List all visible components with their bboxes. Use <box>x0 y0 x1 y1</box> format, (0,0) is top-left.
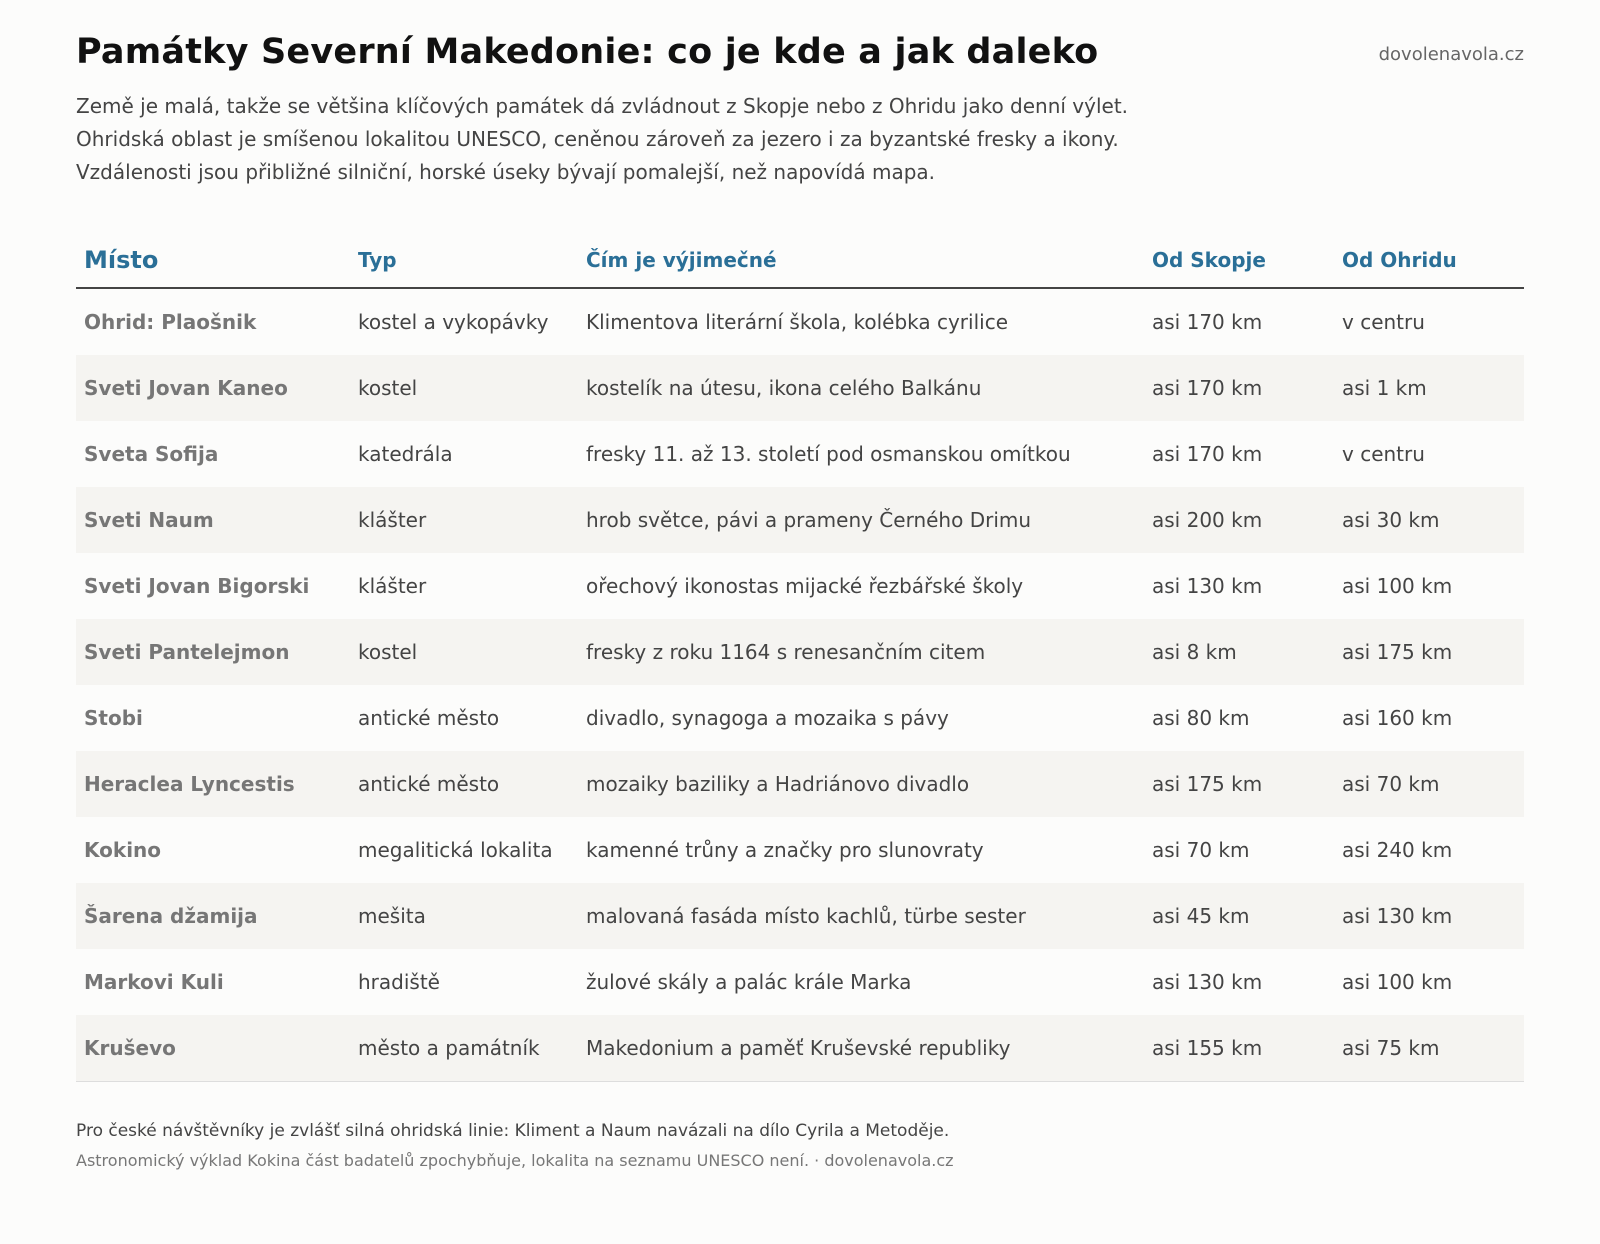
intro-line: Země je malá, takže se většina klíčových památek dá zvládnout z Skopje nebo z Ohridu jako denní výlet. <box>76 94 1129 118</box>
cell-type: město a památník <box>350 1015 578 1082</box>
cell-from-skopje: asi 130 km <box>1152 970 1263 994</box>
cell-highlight: Klimentova literární škola, kolébka cyrilice <box>586 310 1009 334</box>
cell-highlight: malovaná fasáda místo kachlů, türbe sester <box>578 883 1144 949</box>
footer-source-note: Astronomický výklad Kokina část badatelů zpochybňuje, lokalita na seznamu UNESCO není. · dovolenavola.cz <box>76 1151 954 1170</box>
cell-type: megalitická lokalita <box>358 838 553 862</box>
cell-type: antické město <box>350 751 578 817</box>
cell-from-ohrid: v centru <box>1342 310 1425 334</box>
table-row <box>76 421 1524 487</box>
cell-from-skopje: asi 170 km <box>1144 355 1334 421</box>
table-row <box>76 883 1524 949</box>
cell-from-skopje: asi 170 km <box>1152 310 1263 334</box>
cell-from-ohrid: v centru <box>1342 442 1425 466</box>
cell-place: Ohrid: Plaošnik <box>84 310 257 334</box>
table-row <box>76 949 1524 1015</box>
cell-from-skopje: asi 200 km <box>1144 487 1334 553</box>
cell-place: Kokino <box>84 838 162 862</box>
cell-type: katedrála <box>358 442 453 466</box>
cell-type: kostel a vykopávky <box>358 310 549 334</box>
cell-highlight: fresky z roku 1164 s renesančním citem <box>578 619 1144 685</box>
cell-from-skopje: asi 70 km <box>1152 838 1250 862</box>
cell-place: Stobi <box>84 706 143 730</box>
cell-highlight: mozaiky baziliky a Hadriánovo divadlo <box>578 751 1144 817</box>
cell-place: Šarena džamija <box>76 883 350 949</box>
cell-highlight: ořechový ikonostas mijacké řezbářské školy <box>586 574 1024 598</box>
cell-place: Sveta Sofija <box>84 442 219 466</box>
table-row <box>76 1015 1524 1082</box>
column-header-highlight: Čím je výjimečné <box>578 233 1144 288</box>
column-header-place: Místo <box>76 233 350 288</box>
table-row <box>76 487 1524 553</box>
table-row <box>76 355 1524 421</box>
cell-highlight: fresky 11. až 13. století pod osmanskou omítkou <box>586 442 1071 466</box>
table-row <box>76 553 1524 619</box>
intro-line: Ohridská oblast je smíšenou lokalitou UNESCO, ceněnou zároveň za jezero i za byzantské fresky a ikony. <box>76 127 1119 151</box>
cell-place: Heraclea Lyncestis <box>76 751 350 817</box>
cell-type: klášter <box>350 487 578 553</box>
site-name: dovolenavola.cz <box>1378 44 1524 65</box>
cell-place: Sveti Jovan Bigorski <box>84 574 310 598</box>
column-header-from-ohrid: Od Ohridu <box>1334 233 1524 288</box>
cell-type: klášter <box>358 574 427 598</box>
cell-highlight: divadlo, synagoga a mozaika s pávy <box>586 706 949 730</box>
cell-from-ohrid: asi 240 km <box>1342 838 1453 862</box>
header <box>76 0 1524 189</box>
cell-from-skopje: asi 155 km <box>1144 1015 1334 1082</box>
intro-line: Vzdálenosti jsou přibližné silniční, horské úseky bývají pomalejší, než napovídá mapa. <box>76 160 936 184</box>
cell-from-ohrid: asi 1 km <box>1334 355 1524 421</box>
table-row <box>76 288 1524 355</box>
cell-highlight: Makedonium a paměť Kruševské republiky <box>578 1015 1144 1082</box>
cell-from-skopje: asi 8 km <box>1144 619 1334 685</box>
column-header-type: Typ <box>350 233 578 288</box>
cell-from-skopje: asi 80 km <box>1152 706 1250 730</box>
intro-text <box>76 90 1524 189</box>
cell-place: Sveti Jovan Kaneo <box>76 355 350 421</box>
cell-from-skopje: asi 175 km <box>1144 751 1334 817</box>
cell-highlight: hrob světce, pávi a prameny Černého Drimu <box>578 487 1144 553</box>
cell-from-skopje: asi 130 km <box>1152 574 1263 598</box>
cell-from-ohrid: asi 175 km <box>1334 619 1524 685</box>
cell-from-ohrid: asi 130 km <box>1334 883 1524 949</box>
cell-highlight: kostelík na útesu, ikona celého Balkánu <box>578 355 1144 421</box>
cell-from-skopje: asi 170 km <box>1152 442 1263 466</box>
cell-from-ohrid: asi 75 km <box>1334 1015 1524 1082</box>
footer <box>76 1116 1524 1176</box>
monuments-table <box>76 233 1524 1082</box>
table-row <box>76 751 1524 817</box>
cell-highlight: kamenné trůny a značky pro slunovraty <box>586 838 984 862</box>
cell-type: hradiště <box>358 970 440 994</box>
cell-place: Sveti Pantelejmon <box>76 619 350 685</box>
cell-place: Markovi Kuli <box>84 970 224 994</box>
table-row <box>76 817 1524 883</box>
cell-type: mešita <box>350 883 578 949</box>
cell-from-ohrid: asi 160 km <box>1342 706 1453 730</box>
cell-from-skopje: asi 45 km <box>1144 883 1334 949</box>
cell-place: Sveti Naum <box>76 487 350 553</box>
cell-type: kostel <box>350 355 578 421</box>
cell-from-ohrid: asi 100 km <box>1342 574 1453 598</box>
cell-highlight: žulové skály a palác krále Marka <box>586 970 912 994</box>
table-row <box>76 685 1524 751</box>
table-header-row <box>76 233 1524 288</box>
table-row <box>76 619 1524 685</box>
cell-type: kostel <box>350 619 578 685</box>
cell-from-ohrid: asi 70 km <box>1334 751 1524 817</box>
table-body <box>76 288 1524 1082</box>
cell-from-ohrid: asi 100 km <box>1342 970 1453 994</box>
footer-note: Pro české návštěvníky je zvlášť silná ohridská linie: Kliment a Naum navázali na dílo Cyrila a Metoděje. <box>76 1121 950 1141</box>
column-header-from-skopje: Od Skopje <box>1144 233 1334 288</box>
cell-type: antické město <box>358 706 500 730</box>
cell-place: Kruševo <box>76 1015 350 1082</box>
cell-from-ohrid: asi 30 km <box>1334 487 1524 553</box>
page-title: Památky Severní Makedonie: co je kde a jak daleko <box>76 32 1099 72</box>
